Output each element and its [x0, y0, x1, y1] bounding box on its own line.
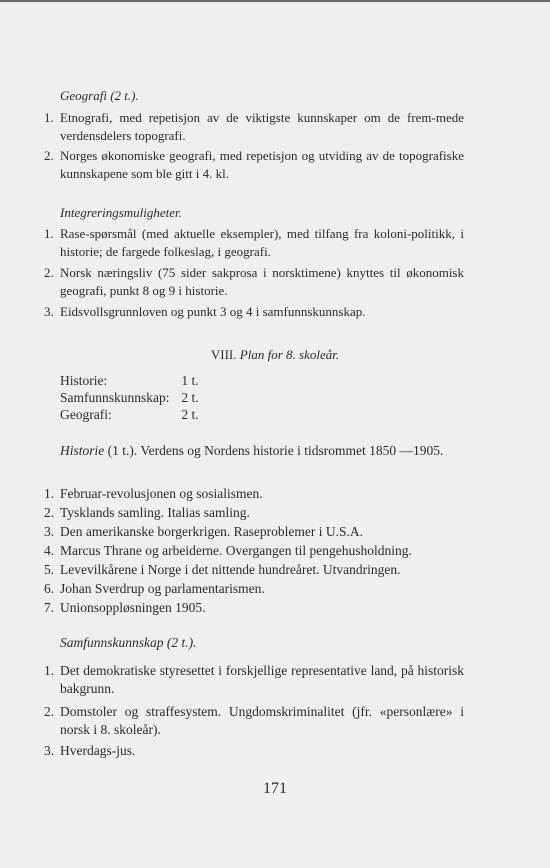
item-number: 3.: [44, 743, 55, 758]
plan-value: 2 t.: [181, 407, 199, 422]
item-number: 2.: [44, 505, 55, 520]
top-rule: [0, 0, 550, 2]
item-text: Norsk næringsliv (75 sider sakprosa i norsktimene) knyttes til økonomisk geografi, punkt 8 og 9 i historie.: [60, 265, 464, 298]
item-text: Levevilkårene i Norge i det nittende hundreåret. Utvandringen.: [60, 562, 401, 577]
item-text: Domstoler og straffesystem. Ungdomskriminalitet (jfr. «personlære» i norsk i 8. skoleår).: [60, 704, 464, 737]
item-number: 1.: [44, 226, 54, 241]
item-number: 3.: [44, 304, 54, 319]
plan-row: [60, 390, 199, 406]
item-text: Rase-spørsmål (med aktuelle eksempler), med tilfang fra koloni-politikk, i historie; de fargede folkeslag, i geografi.: [60, 226, 464, 259]
item-number: 2.: [44, 148, 54, 163]
item-text: Marcus Thrane og arbeiderne. Overgangen til pengehusholdning.: [60, 543, 412, 558]
item-text: Eidsvollsgrunnloven og punkt 3 og 4 i samfunnskunnskap.: [60, 304, 366, 319]
list-item: [44, 225, 464, 261]
item-number: 7.: [44, 600, 55, 615]
list-item: [44, 662, 464, 698]
item-number: 2.: [44, 265, 54, 280]
list-item: [44, 485, 464, 503]
plan-title-italic: Plan for 8. skoleår.: [239, 347, 340, 362]
item-number: 2.: [44, 704, 55, 719]
historie-heading: [60, 441, 470, 460]
page-number: 171: [263, 780, 287, 797]
list-item: [44, 147, 464, 183]
item-text: Februar-revolusjonen og sosialismen.: [60, 486, 263, 501]
plan-row: [60, 373, 199, 389]
plan-title-prefix: VIII.: [210, 347, 237, 362]
list-item: [44, 504, 464, 522]
historie-heading-italic: Historie: [60, 443, 105, 458]
integrering-heading: Integreringsmuligheter.: [60, 205, 182, 220]
list-item: [44, 109, 464, 145]
plan-label: Samfunnskunnskap:: [60, 390, 170, 405]
item-text: Johan Sverdrup og parlamentarismen.: [60, 581, 265, 596]
item-text: Unionsoppløsningen 1905.: [60, 600, 206, 615]
list-item: [44, 599, 464, 617]
plan-label: Geografi:: [60, 407, 112, 422]
item-number: 6.: [44, 581, 55, 596]
item-number: 5.: [44, 562, 55, 577]
list-item: [44, 580, 464, 598]
list-item: [44, 523, 464, 541]
item-number: 1.: [44, 486, 55, 501]
list-item: [44, 303, 464, 321]
plan-value: 1 t.: [181, 373, 199, 388]
samfunn-heading: Samfunnskunnskap (2 t.).: [60, 635, 197, 650]
item-number: 1.: [44, 663, 55, 678]
item-number: 4.: [44, 543, 55, 558]
item-text: Den amerikanske borgerkrigen. Raseproblemer i U.S.A.: [60, 524, 364, 539]
list-item: [44, 703, 464, 739]
geografi-heading: Geografi (2 t.).: [60, 88, 139, 103]
item-number: 3.: [44, 524, 55, 539]
item-text: Etnografi, med repetisjon av de viktigste kunnskaper om de frem-mede verdensdelers topografi.: [60, 110, 464, 143]
list-item: [44, 561, 464, 579]
historie-heading-rest: (1 t.). Verdens og Nordens historie i tidsrommet 1850 —1905.: [107, 443, 444, 458]
plan-label: Historie:: [60, 373, 108, 388]
list-item: [44, 264, 464, 300]
list-item: [44, 742, 464, 760]
item-text: Tysklands samling. Italias samling.: [60, 505, 250, 520]
plan-row: [60, 407, 199, 423]
plan-title: [0, 347, 550, 363]
item-text: Det demokratiske styresettet i forskjellige representative land, på historisk bakgrunn.: [60, 663, 464, 696]
item-number: 1.: [44, 110, 54, 125]
plan-value: 2 t.: [181, 390, 199, 405]
list-item: [44, 542, 464, 560]
item-text: Hverdags-jus.: [60, 743, 136, 758]
item-text: Norges økonomiske geografi, med repetisjon og utviding av de topografiske kunnskapene som ble gitt i 4. kl.: [60, 148, 464, 181]
